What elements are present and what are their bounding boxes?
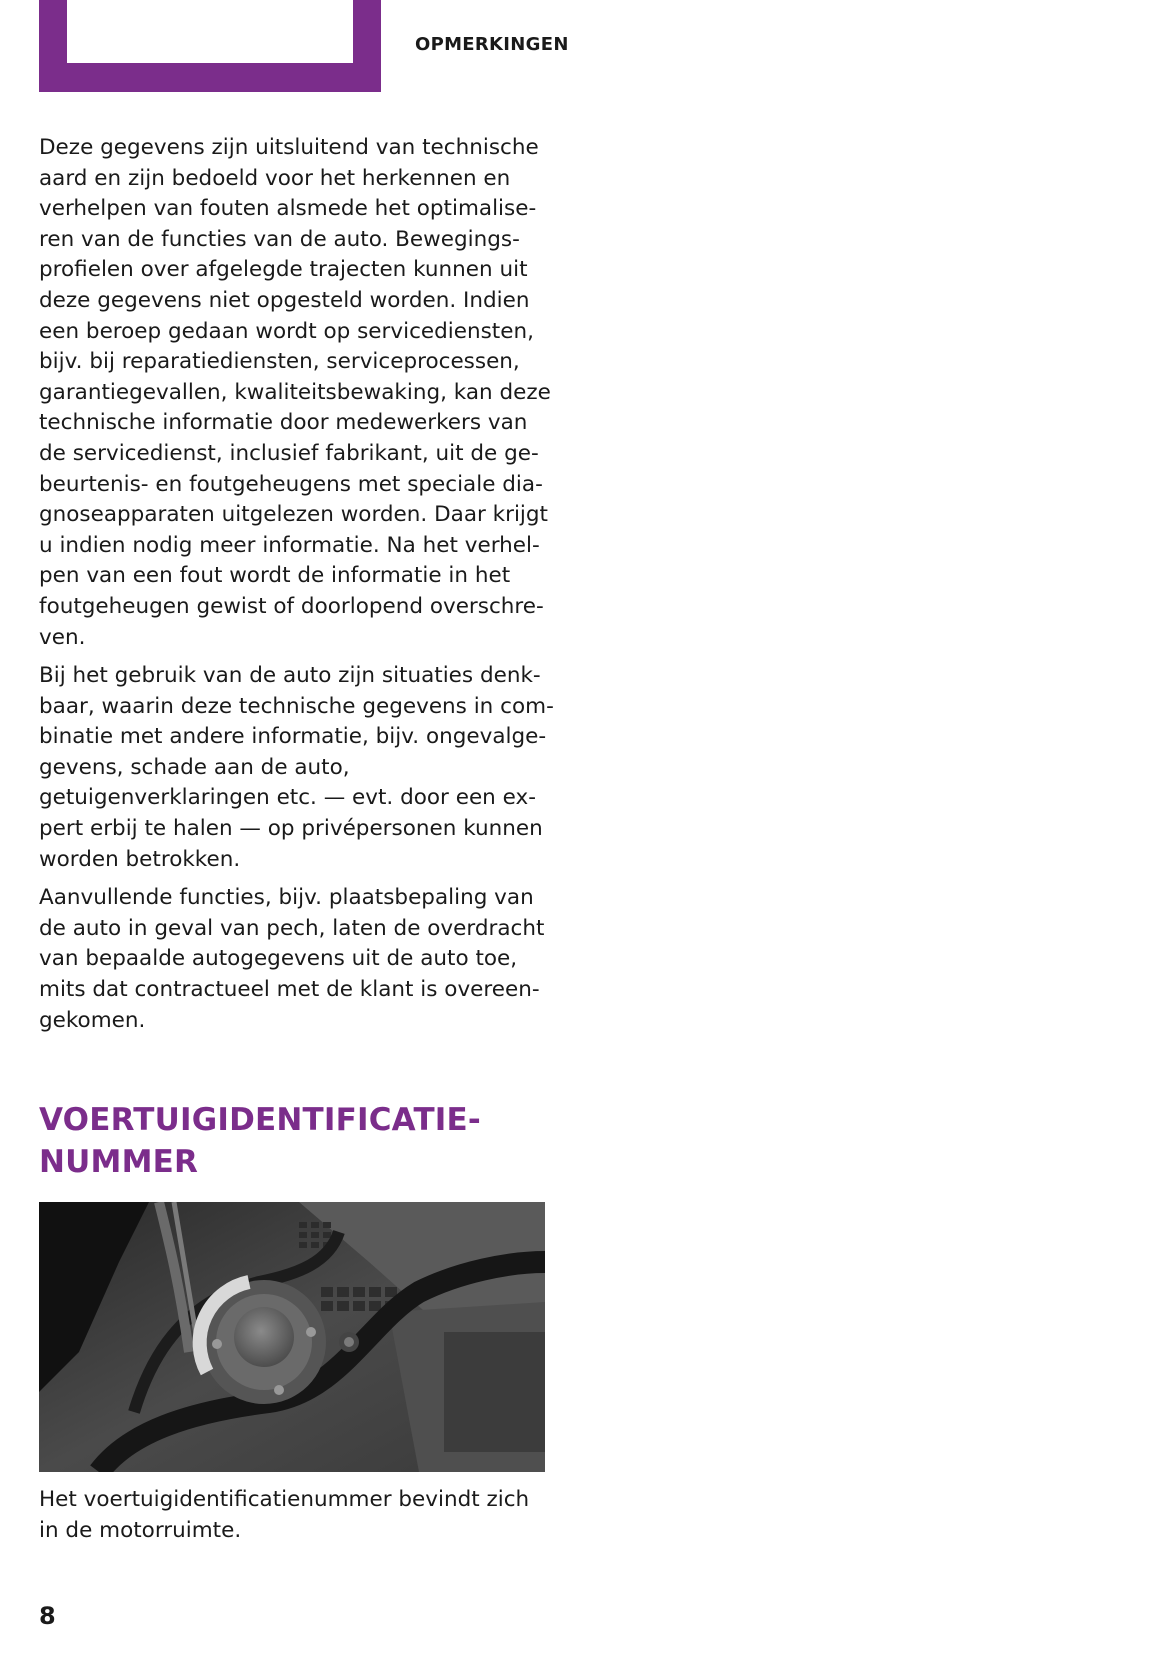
paragraph-2: [39, 661, 559, 875]
text-line: pert erbij te halen — op privépersonen kunnen: [39, 816, 543, 842]
header-frame-inner: [67, 0, 353, 63]
text-line: de auto in geval van pech, laten de overdracht: [39, 915, 545, 941]
header-frame: [39, 0, 381, 92]
text-line: een beroep gedaan wordt op servicediensten,: [39, 318, 534, 344]
text-line: worden betrokken.: [39, 846, 241, 872]
text-line: Deze gegevens zijn uitsluitend van technische: [39, 135, 539, 160]
page-number: 8: [39, 1602, 56, 1630]
text-line: ven.: [39, 624, 86, 650]
text-line: binatie met andere informatie, bijv. ongevalge-: [39, 724, 547, 750]
paragraph-1: [39, 133, 559, 653]
text-line: ren van de functies van de auto. Bewegings-: [39, 226, 520, 252]
section-label: OPMERKINGEN: [415, 34, 569, 55]
text-line: beurtenis- en foutgeheugens met speciale dia-: [39, 471, 543, 497]
photo-caption: [39, 1485, 559, 1546]
text-line: getuigenverklaringen etc. — evt. door een ex-: [39, 785, 536, 811]
text-line: gevens, schade aan de auto,: [39, 754, 350, 780]
caption-line: in de motorruimte.: [39, 1517, 242, 1543]
text-line: Aanvullende functies, bijv. plaatsbepaling van: [39, 885, 534, 911]
heading-line: NUMMER: [39, 1144, 199, 1180]
text-line: foutgeheugen gewist of doorlopend overschre-: [39, 593, 544, 619]
section-heading: [39, 1099, 481, 1183]
text-line: Bij het gebruik van de auto zijn situaties denk-: [39, 663, 541, 689]
engine-bay-photo: [39, 1202, 545, 1472]
text-line: profielen over afgelegde trajecten kunnen uit: [39, 257, 528, 283]
text-line: mits dat contractueel met de klant is overeen-: [39, 977, 540, 1003]
text-line: pen van een fout wordt de informatie in het: [39, 563, 511, 589]
body-text: [39, 133, 559, 1044]
heading-line: VOERTUIGIDENTIFICATIE-: [39, 1102, 481, 1138]
text-line: u indien nodig meer informatie. Na het verhel-: [39, 532, 540, 558]
text-line: aard en zijn bedoeld voor het herkennen en: [39, 165, 511, 191]
caption-line: Het voertuigidentificatienummer bevindt zich: [39, 1487, 530, 1512]
text-line: gekomen.: [39, 1007, 146, 1033]
paragraph-3: [39, 883, 559, 1036]
text-line: baar, waarin deze technische gegevens in com-: [39, 693, 554, 719]
text-line: garantiegevallen, kwaliteitsbewaking, kan deze: [39, 379, 551, 405]
text-line: technische informatie door medewerkers van: [39, 410, 528, 436]
text-line: de servicedienst, inclusief fabrikant, uit de ge-: [39, 440, 539, 466]
text-line: deze gegevens niet opgesteld worden. Indien: [39, 287, 530, 313]
text-line: van bepaalde autogegevens uit de auto toe,: [39, 946, 518, 972]
text-line: bijv. bij reparatiediensten, serviceprocessen,: [39, 349, 520, 375]
text-line: verhelpen van fouten alsmede het optimalise-: [39, 196, 537, 222]
text-line: gnoseapparaten uitgelezen worden. Daar krijgt: [39, 502, 548, 528]
